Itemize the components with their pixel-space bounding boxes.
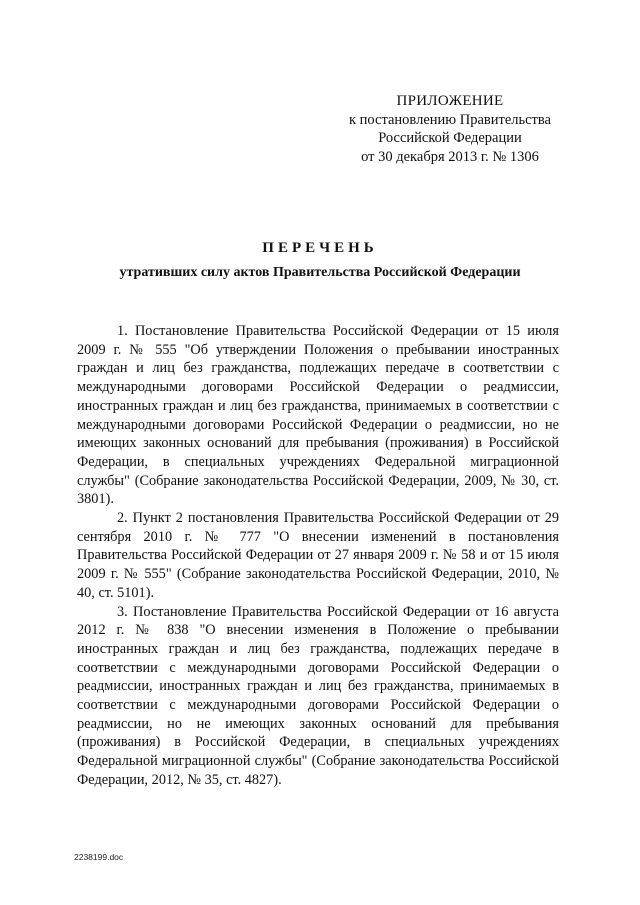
file-name-footer: 2238199.doc — [74, 852, 124, 862]
appendix-block — [330, 92, 570, 166]
list-item: 1. Постановление Правительства Российской Федерации от 15 июля 2009 г. № 555 "Об утверждении Положения о пребывании иностранных граждан и лиц без гражданства, подлежащих передаче в соответствии с международными договорами Российской Федерации о реадмиссии, иностранных граждан и лиц без гражданства, принимаемых в соответствии с международными договорами Российской Федерации о реадмиссии, но не имеющих законных оснований для пребывания (проживания) в Российской Федерации, в специальных учреждениях Федеральной миграционной службы" (Собрание законодательства Российской Федерации, 2009, № 30, ст. 3801). — [77, 323, 559, 508]
appendix-title: ПРИЛОЖЕНИЕ — [396, 93, 504, 109]
document-subheading: утративших силу актов Правительства Российской Федерации — [119, 265, 521, 280]
document-body — [77, 322, 559, 790]
document-heading: ПЕРЕЧЕНЬ — [262, 240, 378, 256]
appendix-line-1: к постановлению Правительства — [349, 111, 551, 128]
list-item: 3. Постановление Правительства Российской Федерации от 16 августа 2012 г. № 838 "О внесении изменения в Положение о пребывании иностранных граждан и лиц без гражданства, подлежащих передаче в соответствии с международными договорами Российской Федерации о реадмиссии, иностранных граждан и лиц без гражданства, принимаемых в соответствии с международными договорами Российской Федерации о реадмиссии, но не имеющих законных оснований для пребывания (проживания) в Российской Федерации, в специальных учреждениях Федеральной миграционной службы" (Собрание законодательства Российской Федерации, 2012, № 35, ст. 4827). — [77, 603, 559, 788]
list-item: 2. Пункт 2 постановления Правительства Российской Федерации от 29 сентября 2010 г. № 777 "О внесении изменений в постановления Правительства Российской Федерации от 27 января 2009 г. № 58 и от 15 июля 2009 г. № 555" (Собрание законодательства Российской Федерации, 2010, № 40, ст. 5101). — [77, 510, 559, 601]
appendix-line-2: Российской Федерации — [378, 130, 522, 146]
appendix-line-3: от 30 декабря 2013 г. № 1306 — [361, 148, 539, 165]
